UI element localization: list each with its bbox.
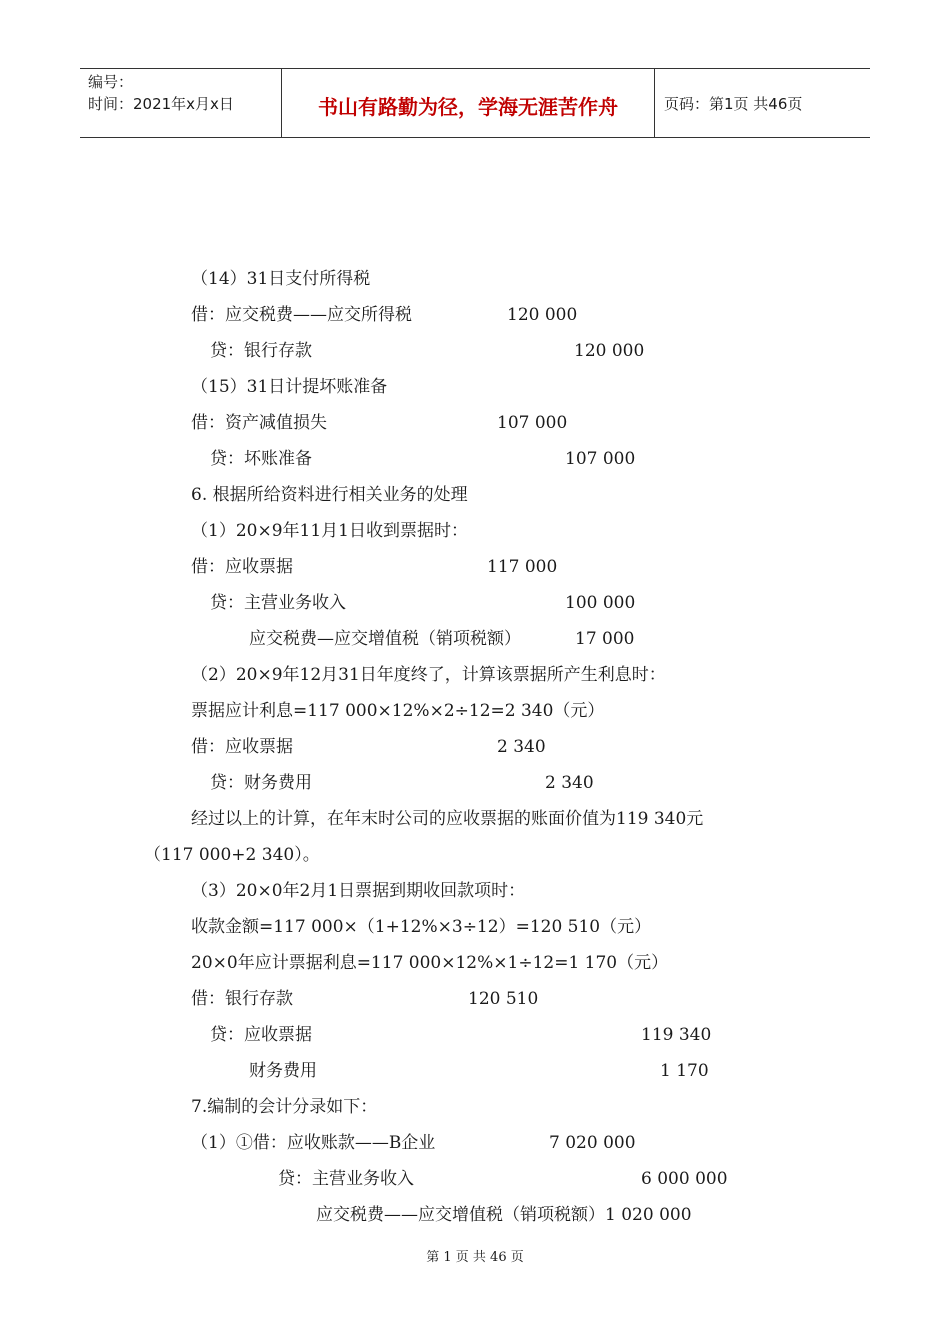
debit-entry: 借：应收票据 xyxy=(191,737,293,757)
amount: 6 000 000 xyxy=(641,1169,728,1189)
credit-entry: 应交税费—应交增值税（销项税额） xyxy=(249,629,521,649)
amount: 1 170 xyxy=(660,1061,709,1081)
section-heading: （14）31日支付所得税 xyxy=(191,269,371,289)
debit-entry: 借：银行存款 xyxy=(191,989,293,1009)
question-heading: 6. 根据所给资料进行相关业务的处理 xyxy=(191,485,468,505)
debit-entry: （1）①借：应收账款——B企业 xyxy=(191,1133,436,1153)
debit-entry: 借：资产减值损失 xyxy=(191,413,327,433)
credit-entry: 贷：主营业务收入 xyxy=(278,1169,414,1189)
section-heading: （15）31日计提坏账准备 xyxy=(191,377,388,397)
amount: 7 020 000 xyxy=(549,1133,636,1153)
amount: 107 000 xyxy=(565,449,636,469)
debit-entry: 借：应交税费——应交所得税 xyxy=(191,305,412,325)
amount: 107 000 xyxy=(497,413,568,433)
credit-entry: 贷：坏账准备 xyxy=(210,449,312,469)
amount: 100 000 xyxy=(565,593,636,613)
calculation-line: 20×0年应计票据利息=117 000×12%×1÷12=1 170（元） xyxy=(191,953,669,973)
header-meta xyxy=(88,71,234,115)
document-number-label: 编号： xyxy=(88,73,134,91)
credit-entry: 贷：银行存款 xyxy=(210,341,312,361)
credit-entry: 财务费用 xyxy=(249,1061,317,1081)
section-heading: （2）20×9年12月31日年度终了，计算该票据所产生利息时： xyxy=(191,665,666,685)
header-page-code: 页码：第1页 共46页 xyxy=(664,95,803,113)
amount: 120 510 xyxy=(468,989,539,1009)
header-motto: 书山有路勤为径，学海无涯苦作舟 xyxy=(318,95,618,119)
section-heading: （3）20×0年2月1日票据到期收回款项时： xyxy=(191,881,526,901)
document-time-label: 时间：2021年x月x日 xyxy=(88,95,234,113)
debit-entry: 借：应收票据 xyxy=(191,557,293,577)
amount: 17 000 xyxy=(575,629,635,649)
header-divider xyxy=(654,69,655,137)
amount: 2 340 xyxy=(545,773,594,793)
amount: 120 000 xyxy=(574,341,645,361)
page-footer: 第 1 页 共 46 页 xyxy=(426,1250,524,1265)
question-heading: 7.编制的会计分录如下： xyxy=(191,1097,378,1117)
credit-entry: 贷：财务费用 xyxy=(210,773,312,793)
section-heading: （1）20×9年11月1日收到票据时： xyxy=(191,521,468,541)
paragraph-text: （117 000+2 340）。 xyxy=(144,845,320,865)
paragraph-text: 经过以上的计算，在年末时公司的应收票据的账面价值为119 340元 xyxy=(191,809,704,829)
amount: 119 340 xyxy=(641,1025,712,1045)
credit-entry: 贷：应收票据 xyxy=(210,1025,312,1045)
credit-entry: 贷：主营业务收入 xyxy=(210,593,346,613)
credit-entry: 应交税费——应交增值税（销项税额）1 020 000 xyxy=(316,1205,692,1225)
amount: 117 000 xyxy=(487,557,558,577)
calculation-line: 票据应计利息=117 000×12%×2÷12=2 340（元） xyxy=(191,701,605,721)
amount: 2 340 xyxy=(497,737,546,757)
page-header xyxy=(80,68,870,138)
calculation-line: 收款金额=117 000×（1+12%×3÷12）=120 510（元） xyxy=(191,917,652,937)
amount: 120 000 xyxy=(507,305,578,325)
